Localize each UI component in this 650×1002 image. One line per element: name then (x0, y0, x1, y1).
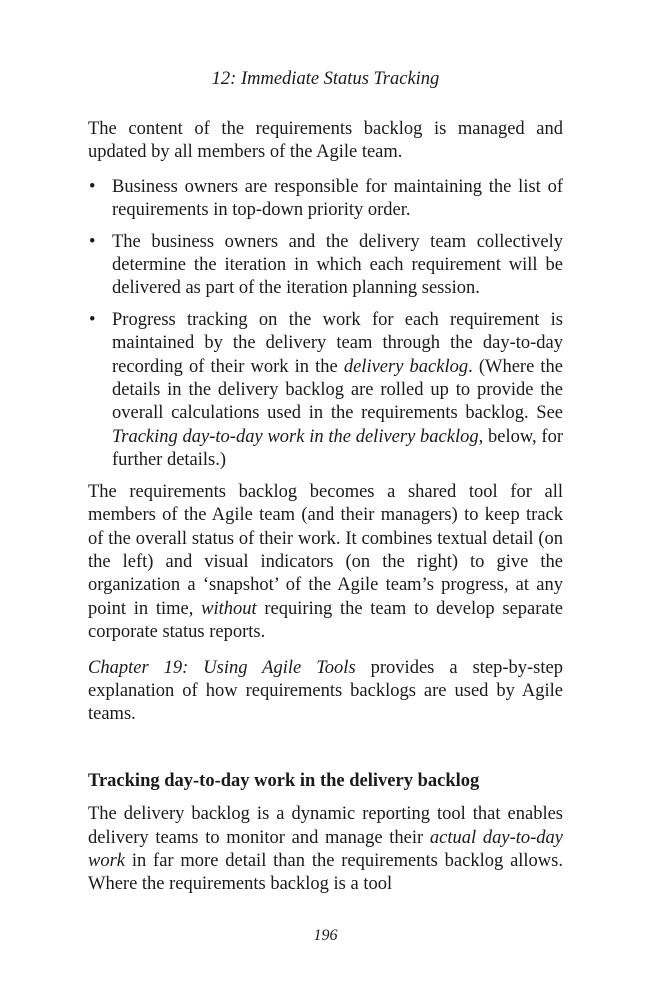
emphasis-text: Tracking day-to-day work in the delivery backlog (112, 426, 479, 447)
emphasis-text: without (201, 598, 257, 619)
paragraph-shared-tool (88, 481, 563, 645)
paragraph-text: in far more detail than the requirements backlog allows. Where the requirements backlog is a tool (88, 850, 563, 895)
section-heading: Tracking day-to-day work in the delivery backlog (88, 770, 480, 791)
bullet-icon: • (89, 309, 96, 330)
list-item (88, 309, 563, 473)
list-item (88, 176, 563, 223)
bullet-icon: • (89, 231, 96, 252)
paragraph-intro: The content of the requirements backlog is managed and updated by all members of the Agile team. (88, 119, 563, 163)
paragraph-text: The requirements backlog becomes a shared tool for all members of the Agile team (and their managers) to keep track of the overall status of their work. It combines textual detail (on the left) and visual indicators (on the right) to give the organization a ‘snapshot’ of the Agile team’s progress, at any point in time, (88, 481, 563, 619)
emphasis-text: actual day-to-day work (88, 827, 563, 871)
running-head: 12: Immediate Status Tracking (211, 69, 440, 89)
page-body (88, 118, 563, 897)
emphasis-text: delivery backlog (343, 356, 469, 377)
list-item-text: Progress tracking on the work for each requirement is maintained by the delivery team through the day-to-day recording of their work in the (112, 309, 563, 377)
bullet-icon: • (89, 176, 96, 197)
list-item-text: The business owners and the delivery team collectively determine the iteration in which each requirement will be delivered as part of the iteration planning session. (112, 231, 563, 299)
list-item-text: . (Where the details in the delivery backlog are rolled up to provide the overall calculations used in the requirements backlog. See (112, 356, 563, 424)
chapter-reference: Chapter 19: Using Agile Tools (88, 657, 356, 678)
paragraph-text: provides a step-by-step explanation of how requirements backlogs are used by Agile teams. (88, 657, 563, 725)
paragraph-text: The delivery backlog is a dynamic reporting tool that enables delivery teams to monitor and manage their (88, 804, 563, 848)
paragraph-chapter-reference (88, 657, 563, 727)
list-item (88, 231, 563, 301)
paragraph-delivery-backlog (88, 803, 563, 897)
bullet-list (88, 176, 563, 473)
page-number: 196 (313, 927, 338, 944)
paragraph-text: requiring the team to develop separate corporate status reports. (88, 598, 563, 643)
list-item-text: , below, for further details.) (112, 426, 563, 471)
list-item-text: Business owners are responsible for maintaining the list of requirements in top-down priority order. (112, 176, 563, 221)
